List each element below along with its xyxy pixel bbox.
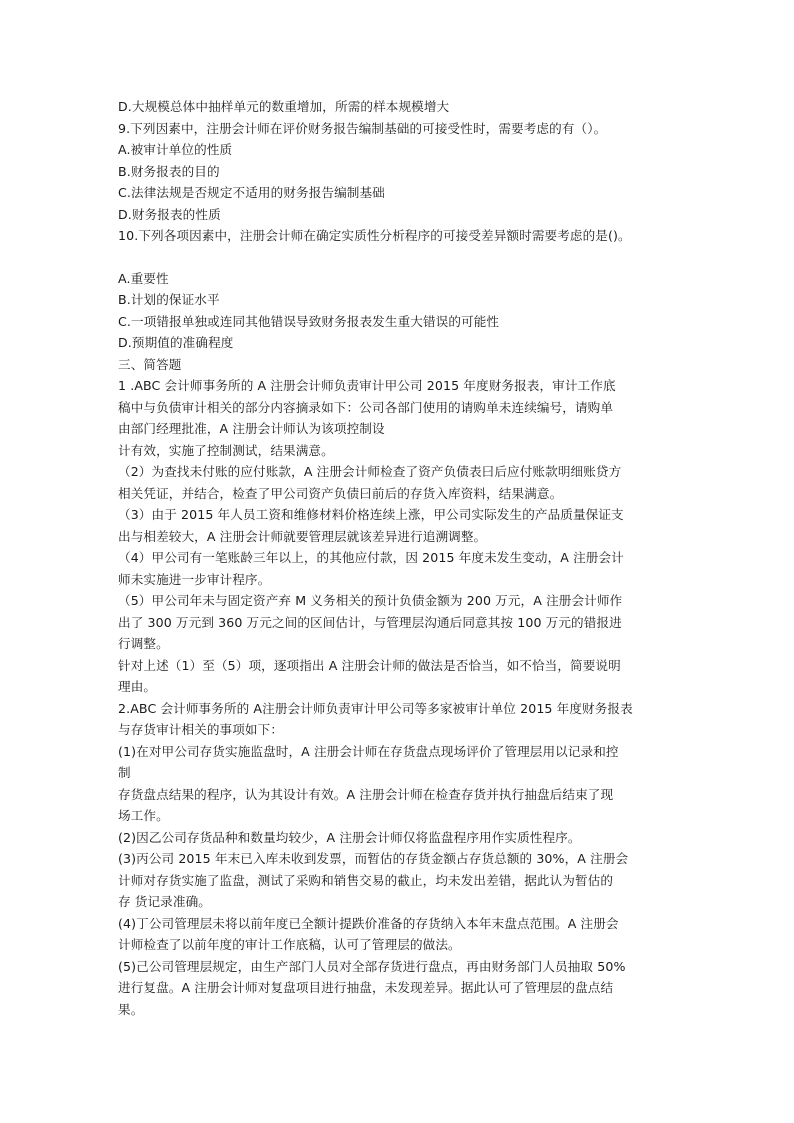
text-line: 理由。 bbox=[118, 679, 157, 694]
text-line: 存货盘点结果的程序，认为其设计有效。A 注册会计师在检查存货并执行抽盘后结束了现 bbox=[118, 786, 614, 802]
text-line: 进行复盘。A 注册会计师对复盘项目进行抽盘，未发现差异。据此认可了管理层的盘点结 bbox=[118, 980, 614, 995]
text-line: C.法律法规是否规定不适用的财务报告编制基础 bbox=[118, 185, 385, 200]
text-line: D.预期值的准确程度 bbox=[118, 335, 234, 350]
text-line: 与存货审计相关的事项如下： bbox=[118, 722, 284, 737]
text-line: 出与相差较大，A 注册会计师就要管理层就该差异进行追溯调整。 bbox=[118, 528, 487, 544]
text-line: 9.下列因素中，注册会计师在评价财务报告编制基础的可接受性时，需要考虑的有（）。 bbox=[118, 120, 607, 136]
text-line: 相关凭证，并结合，检查了甲公司资产负债曰前后的存货入库资料，结果满意。 bbox=[118, 485, 563, 501]
text-line: 行调整。 bbox=[118, 636, 169, 651]
text-line: 针对上述（1）至（5）项，逐项指出 A 注册会计师的做法是否恰当，如不恰当，简要说明 bbox=[118, 657, 621, 673]
text-line: A.被审计单位的性质 bbox=[118, 142, 233, 157]
text-line: D.大规模总体中抽样单元的数重增加，所需的样本规模增大 bbox=[118, 99, 450, 114]
text-line: （3）由于 2015 年人员工资和维修材料价格连续上涨，甲公司实际发生的产品质量保证支 bbox=[118, 507, 624, 522]
text-line: 场工作。 bbox=[118, 808, 169, 823]
text-line: 制 bbox=[118, 765, 131, 780]
text-line: (3)丙公司 2015 年末已入库未收到发票，而暂估的存货金额占存货总额的 30%，A 注册会 bbox=[118, 851, 629, 866]
text-line: 10.下列各项因素中，注册会计师在确定实质性分析程序的可接受差异额时需要考虑的是()。 bbox=[118, 228, 631, 243]
text-line: 稿中与负债审计相关的部分内容摘录如下：公司各部门使用的请购单未连续编号，请购单 bbox=[118, 399, 614, 415]
text-line: A.重要性 bbox=[118, 270, 169, 286]
text-line: D.财务报表的性质 bbox=[118, 206, 221, 222]
document-body bbox=[118, 96, 678, 1020]
text-line: (4)丁公司管理层未将以前年度已全额计提跌价准备的存货纳入本年末盘点范围。A 注册会 bbox=[118, 915, 619, 931]
text-line: 由部门经理批准，A 注册会计师认为该项控制设 bbox=[118, 421, 385, 436]
text-line: 2.ABC 会计师事务所的 A注册会计师负责审计甲公司等多家被审计单位 2015 年度财务报表 bbox=[118, 700, 633, 716]
text-line: 计师检查了以前年度的审计工作底稿，认可了管理层的做法。 bbox=[118, 937, 461, 952]
text-line: C.一项错报单独或连同其他错误导致财务报表发生重大错误的可能性 bbox=[118, 313, 500, 329]
text-line: 1 .ABC 会计师事务所的 A 注册会计师负责审计甲公司 2015 年度财务报表，审计工作底 bbox=[118, 378, 616, 393]
blank-line bbox=[118, 247, 678, 268]
text-line: （5）甲公司年未与固定资产弃 M 义务相关的预计负债金额为 200 万元，A 注册会计师作 bbox=[118, 593, 623, 608]
text-line: 三、简答题 bbox=[118, 356, 182, 372]
text-line: (1)在对甲公司存货实施监盘时，A 注册会计师在存货盘点现场评价了管理层用以记录和控 bbox=[118, 743, 619, 759]
text-line: （4）甲公司有一笔账龄三年以上，的其他应付款，因 2015 年度未发生变动，A 注册会计 bbox=[118, 550, 624, 565]
text-line: (2)因乙公司存货品种和数量均较少，A 注册会计师仅将监盘程序用作实质性程序。 bbox=[118, 829, 581, 845]
text-line: 计师对存货实施了监盘，测试了采购和销售交易的截止，均未发出差错，据此认为暂估的 bbox=[118, 872, 614, 888]
text-line: B.计划的保证水平 bbox=[118, 292, 220, 307]
text-line: B.财务报表的目的 bbox=[118, 163, 220, 179]
text-line: 计有效，实施了控制测试，结果满意。 bbox=[118, 442, 334, 458]
text-line: （2）为查找未付账的应付账款，A 注册会计师检查了资产负债表曰后应付账款明细账贷方 bbox=[118, 464, 622, 479]
text-line: 师未实施进一步审计程序。 bbox=[118, 571, 271, 587]
text-line: 存 货记录准确。 bbox=[118, 894, 211, 909]
text-line: 出了 300 万元到 360 万元之间的区间估计，与管理层沟通后同意其按 100 万元的错报进 bbox=[118, 614, 622, 630]
text-line: 果。 bbox=[118, 1001, 144, 1017]
text-line: (5)己公司管理层规定，由生产部门人员对全部存货进行盘点，再由财务部门人员抽取 50% bbox=[118, 958, 626, 974]
